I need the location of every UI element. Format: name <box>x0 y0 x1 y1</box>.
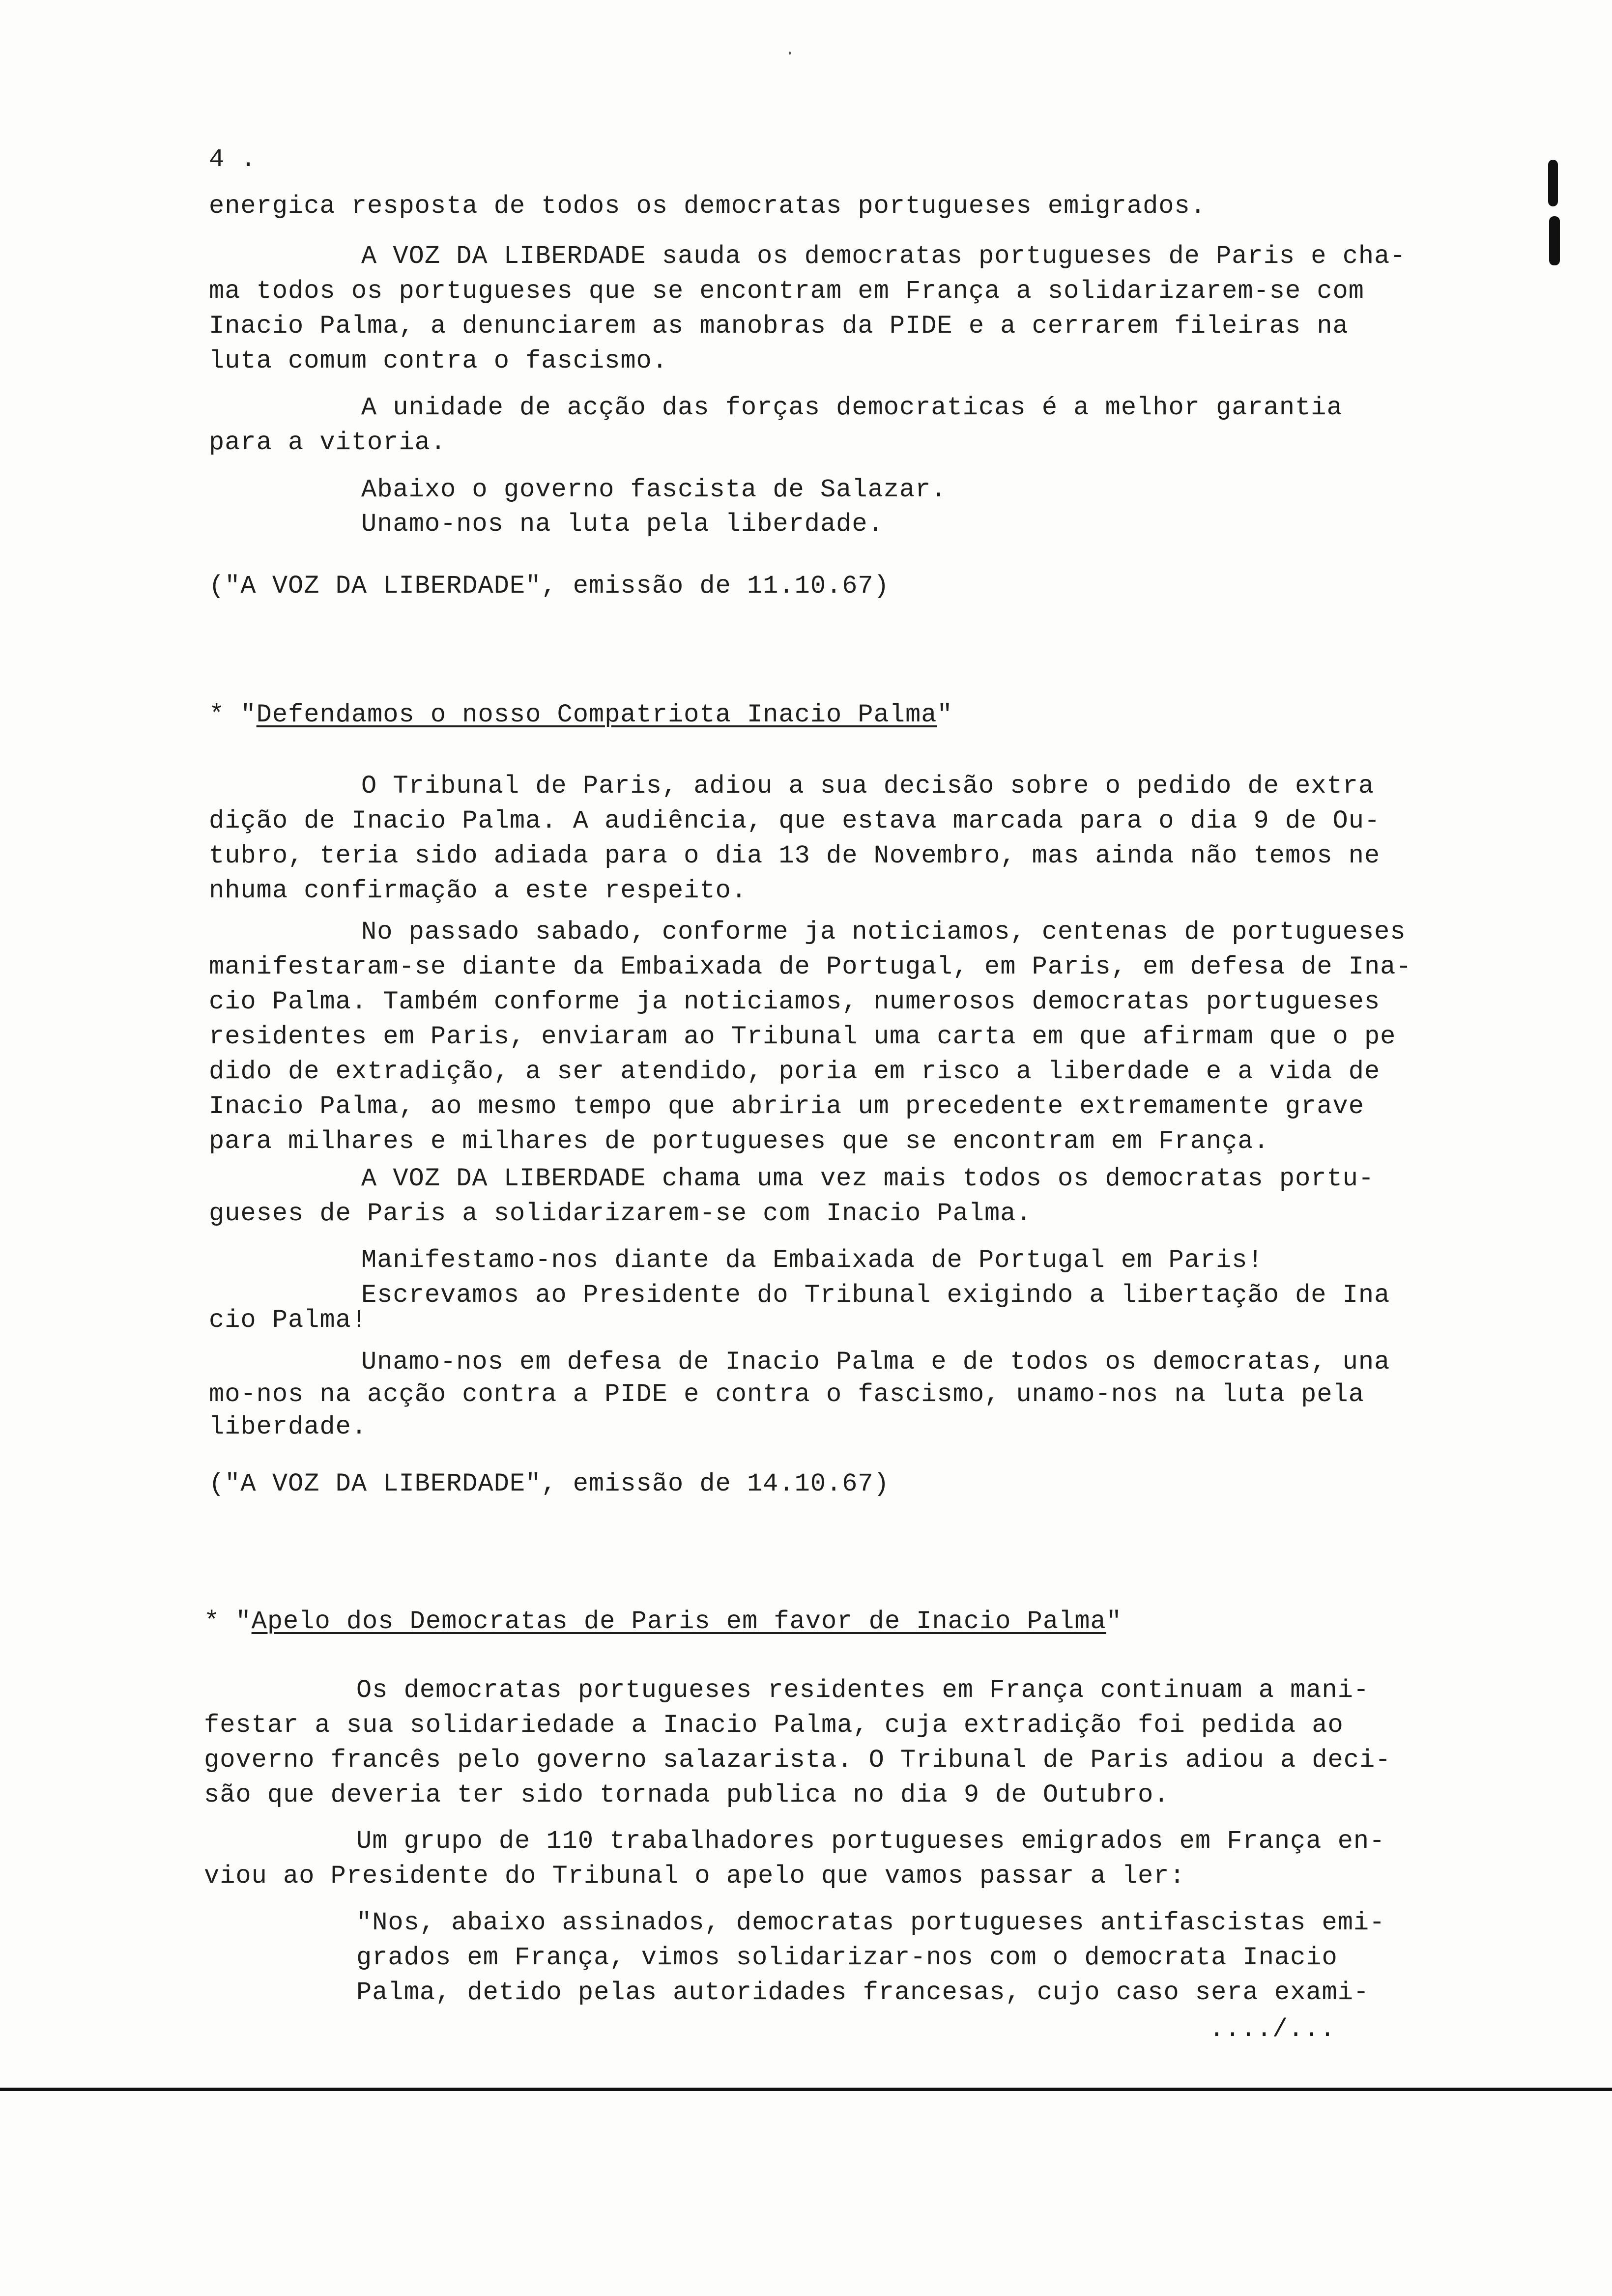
quoted-line: grados em França, vimos solidarizar-nos com o democrata Inacio <box>356 1943 1338 1972</box>
title-prefix: * " <box>204 1607 252 1636</box>
paragraph-line: Inacio Palma, a denunciarem as manobras da PIDE e a cerrarem fileiras na <box>209 312 1349 341</box>
paragraph-line: dido de extradição, a ser atendido, poria em risco a liberdade e a vida de <box>209 1057 1381 1086</box>
slogan-line: liberdade. <box>209 1412 368 1441</box>
title-suffix: " <box>1106 1607 1122 1636</box>
paragraph-line: residentes em Paris, enviaram ao Tribunal uma carta em que afirmam que o pe <box>209 1022 1396 1051</box>
source-citation: ("A VOZ DA LIBERDADE", emissão de 11.10.67) <box>209 572 890 601</box>
paragraph-line: A VOZ DA LIBERDADE chama uma vez mais todos os democratas portu- <box>361 1164 1375 1193</box>
quoted-line: Palma, detido pelas autoridades francesas, cujo caso sera exami- <box>356 1978 1370 2007</box>
paragraph-line: A unidade de acção das forças democraticas é a melhor garantia <box>361 393 1343 422</box>
paragraph-line: Um grupo de 110 trabalhadores portugueses emigrados em França en- <box>356 1827 1385 1856</box>
slogan-line: Unamo-nos em defesa de Inacio Palma e de todos os democratas, una <box>361 1348 1390 1377</box>
paragraph-line: ma todos os portugueses que se encontram em França a solidarizarem-se com <box>209 277 1364 306</box>
paragraph-line: nhuma confirmação a este respeito. <box>209 876 747 905</box>
paragraph-line: luta comum contra o fascismo. <box>209 346 668 375</box>
continuation-mark: ..../... <box>1209 2015 1336 2044</box>
page-number: 4 . <box>209 145 257 174</box>
binding-mark-top <box>1548 160 1558 206</box>
title-text: Apelo dos Democratas de Paris em favor de Inacio Palma <box>251 1607 1106 1636</box>
paragraph-line: dição de Inacio Palma. A audiência, que estava marcada para o dia 9 de Ou- <box>209 806 1381 835</box>
slogan-line: Abaixo o governo fascista de Salazar. <box>361 475 947 504</box>
paragraph-line: No passado sabado, conforme ja noticiamos, centenas de portugueses <box>361 918 1406 947</box>
slogan-line: Unamo-nos na luta pela liberdade. <box>361 510 884 539</box>
paragraph-line: tubro, teria sido adiada para o dia 13 de Novembro, mas ainda não temos ne <box>209 841 1381 870</box>
paragraph-line: para milhares e milhares de portugueses que se encontram em França. <box>209 1127 1269 1156</box>
section-title <box>204 1605 1122 1639</box>
slogan-line: Manifestamo-nos diante da Embaixada de Portugal em Paris! <box>361 1246 1264 1275</box>
page-bottom-rule <box>0 2088 1612 2091</box>
paragraph-line: cio Palma. Também conforme ja noticiamos, numerosos democratas portugueses <box>209 987 1381 1016</box>
slogan-line: cio Palma! <box>209 1306 368 1335</box>
section-title <box>209 698 953 732</box>
title-text: Defendamos o nosso Compatriota Inacio Palma <box>256 700 937 729</box>
paragraph-line: A VOZ DA LIBERDADE sauda os democratas portugueses de Paris e cha- <box>361 242 1406 271</box>
paragraph-line: energica resposta de todos os democratas portugueses emigrados. <box>209 192 1206 221</box>
paragraph-line: Inacio Palma, ao mesmo tempo que abriria um precedente extremamente grave <box>209 1092 1364 1121</box>
scan-speck <box>789 52 791 55</box>
title-suffix: " <box>937 700 953 729</box>
paragraph-line: manifestaram-se diante da Embaixada de Portugal, em Paris, em defesa de Ina- <box>209 952 1412 981</box>
paragraph-line: para a vitoria. <box>209 428 447 457</box>
paragraph-line: Os democratas portugueses residentes em França continuam a mani- <box>356 1676 1370 1705</box>
paragraph-line: O Tribunal de Paris, adiou a sua decisão sobre o pedido de extra <box>361 772 1375 801</box>
paragraph-line: festar a sua solidariedade a Inacio Palma, cuja extradição foi pedida ao <box>204 1711 1344 1740</box>
slogan-line: mo-nos na acção contra a PIDE e contra o fascismo, unamo-nos na luta pela <box>209 1380 1364 1409</box>
title-prefix: * " <box>209 700 257 729</box>
paragraph-line: viou ao Presidente do Tribunal o apelo que vamos passar a ler: <box>204 1862 1185 1891</box>
quoted-line: "Nos, abaixo assinados, democratas portugueses antifascistas emi- <box>356 1908 1385 1937</box>
source-citation: ("A VOZ DA LIBERDADE", emissão de 14.10.67) <box>209 1469 890 1498</box>
paragraph-line: gueses de Paris a solidarizarem-se com Inacio Palma. <box>209 1199 1032 1228</box>
binding-mark-bottom <box>1549 216 1560 265</box>
slogan-line: Escrevamos ao Presidente do Tribunal exigindo a libertação de Ina <box>361 1281 1390 1310</box>
paragraph-line: são que deveria ter sido tornada publica no dia 9 de Outubro. <box>204 1780 1170 1809</box>
paragraph-line: governo francês pelo governo salazarista. O Tribunal de Paris adiou a deci- <box>204 1746 1391 1775</box>
